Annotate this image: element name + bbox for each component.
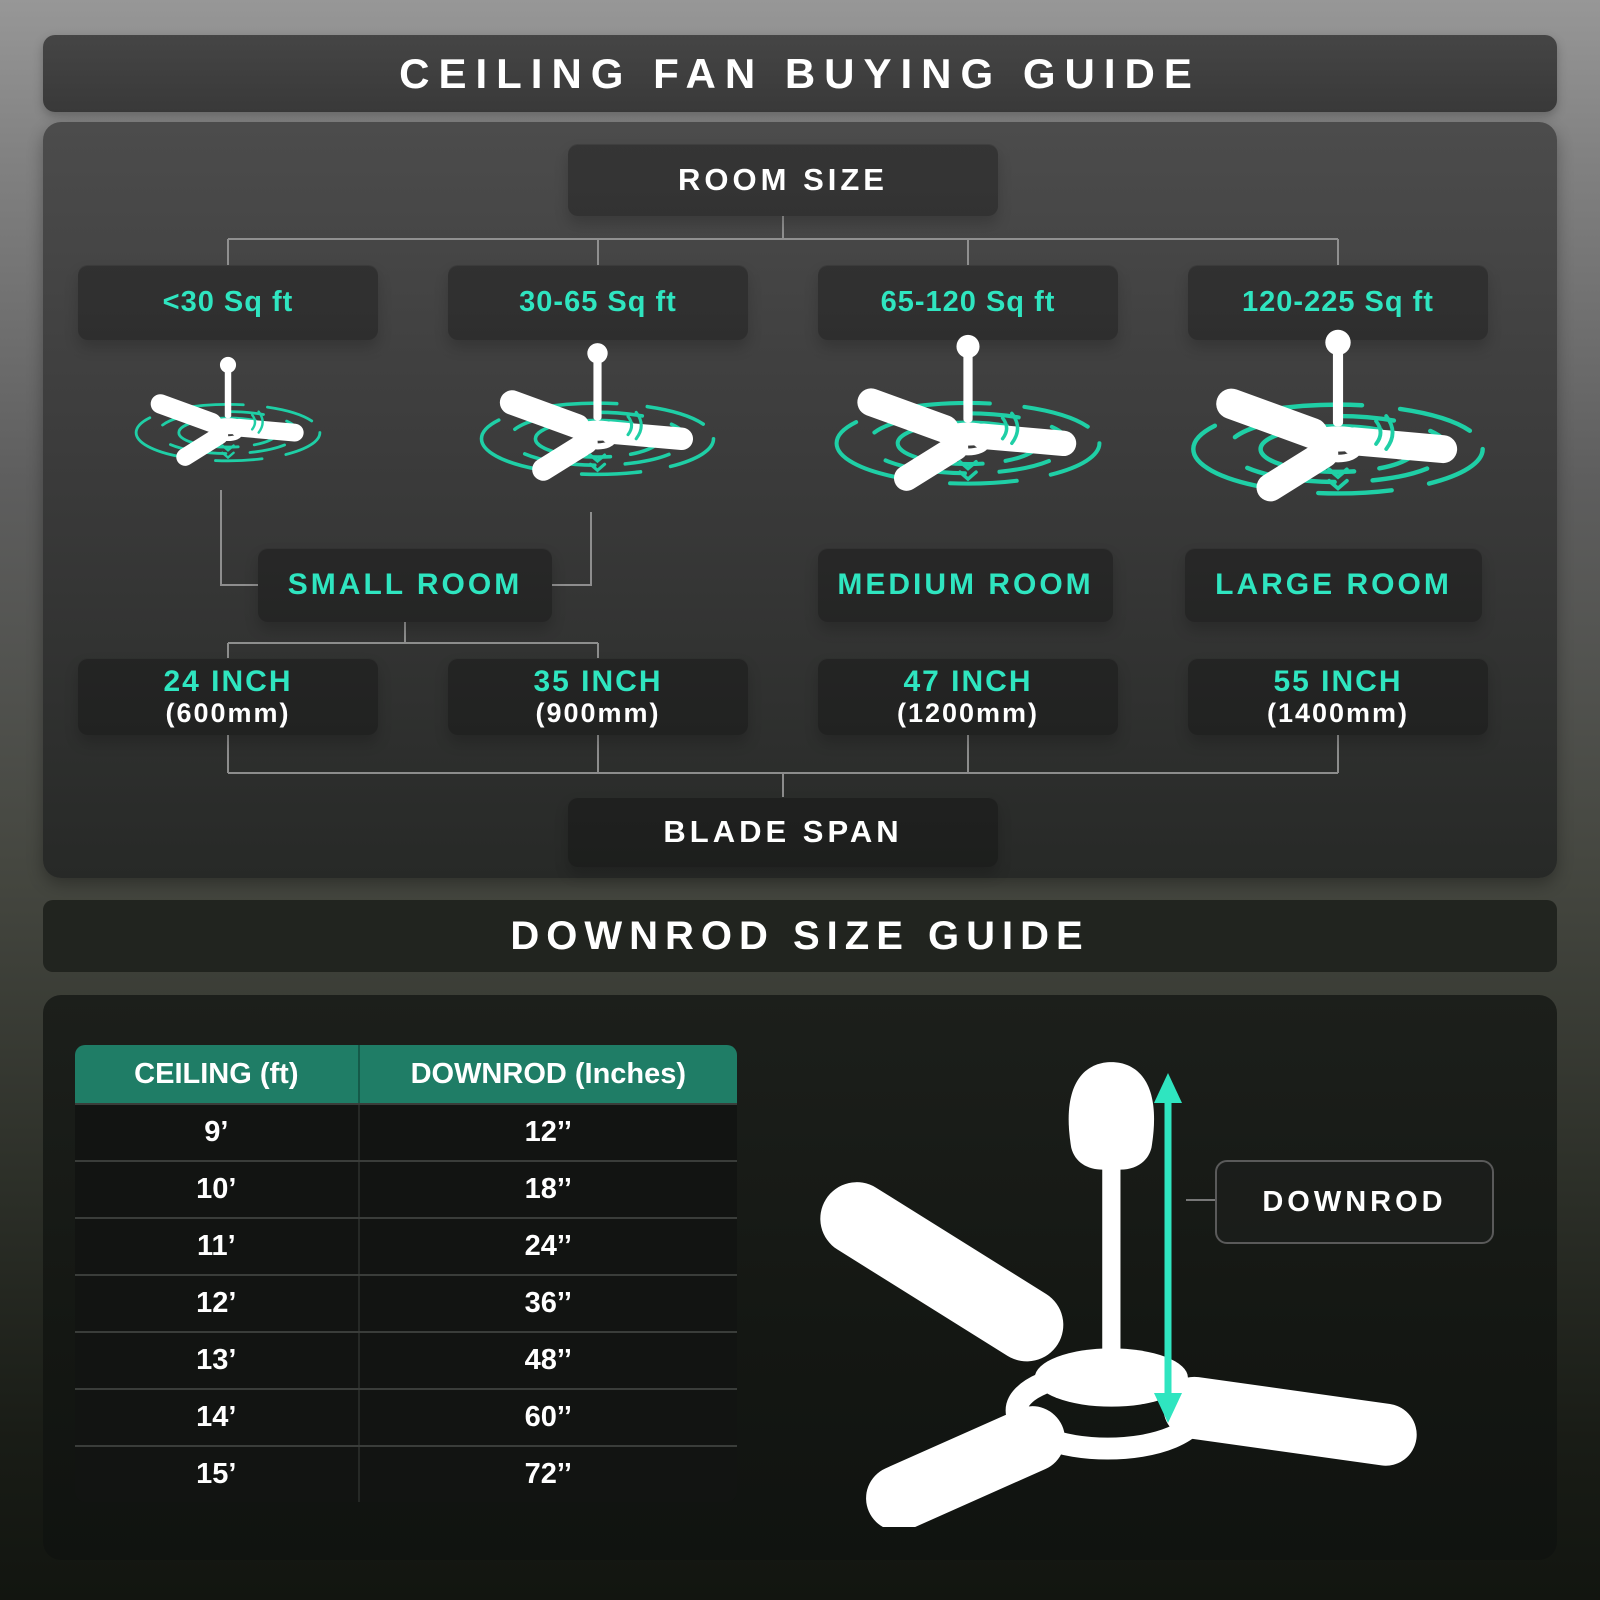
blade-size-node-55 — [1188, 658, 1488, 735]
medium-room-node — [818, 548, 1113, 622]
medium-room-label: MEDIUM ROOM — [837, 568, 1094, 601]
ceiling-fan-large-icon — [805, 1053, 1425, 1527]
ceiling-fan-icon — [123, 352, 333, 489]
downrod-callout — [1215, 1160, 1494, 1244]
ceiling-value: 12’ — [75, 1276, 360, 1331]
downrod-value: 48’’ — [524, 1344, 572, 1376]
downrod-value: 18’’ — [524, 1173, 572, 1205]
ceiling-value: 13’ — [75, 1333, 360, 1388]
table-row — [75, 1331, 737, 1388]
sqft-node-under-30 — [78, 265, 378, 340]
mm-label: (1200mm) — [896, 698, 1040, 729]
table-row — [75, 1445, 737, 1502]
downrod-value: 60’’ — [524, 1401, 572, 1433]
table-row — [75, 1388, 737, 1445]
ceiling-value: 9’ — [75, 1105, 360, 1160]
inch-label: 35 INCH — [533, 664, 663, 698]
table-header-downrod: DOWNROD (Inches) — [410, 1057, 687, 1090]
sqft-label: 65-120 Sq ft — [880, 286, 1056, 318]
downrod-value: 24’’ — [524, 1230, 572, 1262]
table-row — [75, 1217, 737, 1274]
large-room-label: LARGE ROOM — [1215, 568, 1452, 601]
blade-size-node-47 — [818, 658, 1118, 735]
inch-label: 55 INCH — [1273, 664, 1403, 698]
table-row — [75, 1274, 737, 1331]
downrod-value: 72’’ — [524, 1458, 572, 1490]
ceiling-fan-icon — [1173, 322, 1503, 538]
blade-size-node-24 — [78, 658, 378, 735]
mm-label: (600mm) — [165, 698, 291, 729]
mm-label: (1400mm) — [1266, 698, 1410, 729]
blade-span-label: BLADE SPAN — [663, 814, 903, 849]
page-title — [43, 35, 1557, 112]
downrod-size-table — [75, 1045, 737, 1502]
sqft-label: <30 Sq ft — [162, 286, 294, 318]
ceiling-value: 10’ — [75, 1162, 360, 1217]
page-title-text: CEILING FAN BUYING GUIDE — [399, 49, 1201, 97]
inch-label: 24 INCH — [163, 664, 293, 698]
ceiling-value: 15’ — [75, 1447, 360, 1502]
downrod-section-title-text: DOWNROD SIZE GUIDE — [510, 913, 1090, 958]
sqft-label: 120-225 Sq ft — [1242, 286, 1434, 318]
table-row — [75, 1103, 737, 1160]
room-size-label: ROOM SIZE — [678, 162, 888, 197]
ceiling-value: 14’ — [75, 1390, 360, 1445]
ceiling-value: 11’ — [75, 1219, 360, 1274]
downrod-double-arrow-icon — [1150, 1073, 1186, 1423]
ceiling-fan-icon — [465, 337, 730, 510]
large-room-node — [1185, 548, 1482, 622]
downrod-guide-panel — [43, 995, 1557, 1560]
downrod-value: 12’’ — [524, 1116, 572, 1148]
sqft-node-30-65 — [448, 265, 748, 340]
inch-label: 47 INCH — [903, 664, 1033, 698]
downrod-value: 36’’ — [524, 1287, 572, 1319]
table-row — [75, 1160, 737, 1217]
mm-label: (900mm) — [535, 698, 661, 729]
blade-size-node-35 — [448, 658, 748, 735]
table-header-row — [75, 1045, 737, 1103]
downrod-label-connector-line — [1186, 1199, 1217, 1201]
ceiling-fan-icon — [818, 328, 1118, 524]
room-size-flowchart-panel — [43, 122, 1557, 878]
small-room-node — [258, 548, 552, 622]
small-room-label: SMALL ROOM — [287, 568, 523, 601]
blade-span-node — [568, 797, 998, 867]
room-size-node — [568, 144, 998, 216]
downrod-section-title — [43, 900, 1557, 972]
table-header-ceiling: CEILING (ft) — [75, 1045, 360, 1103]
downrod-callout-label: DOWNROD — [1262, 1185, 1447, 1218]
sqft-label: 30-65 Sq ft — [519, 286, 677, 318]
